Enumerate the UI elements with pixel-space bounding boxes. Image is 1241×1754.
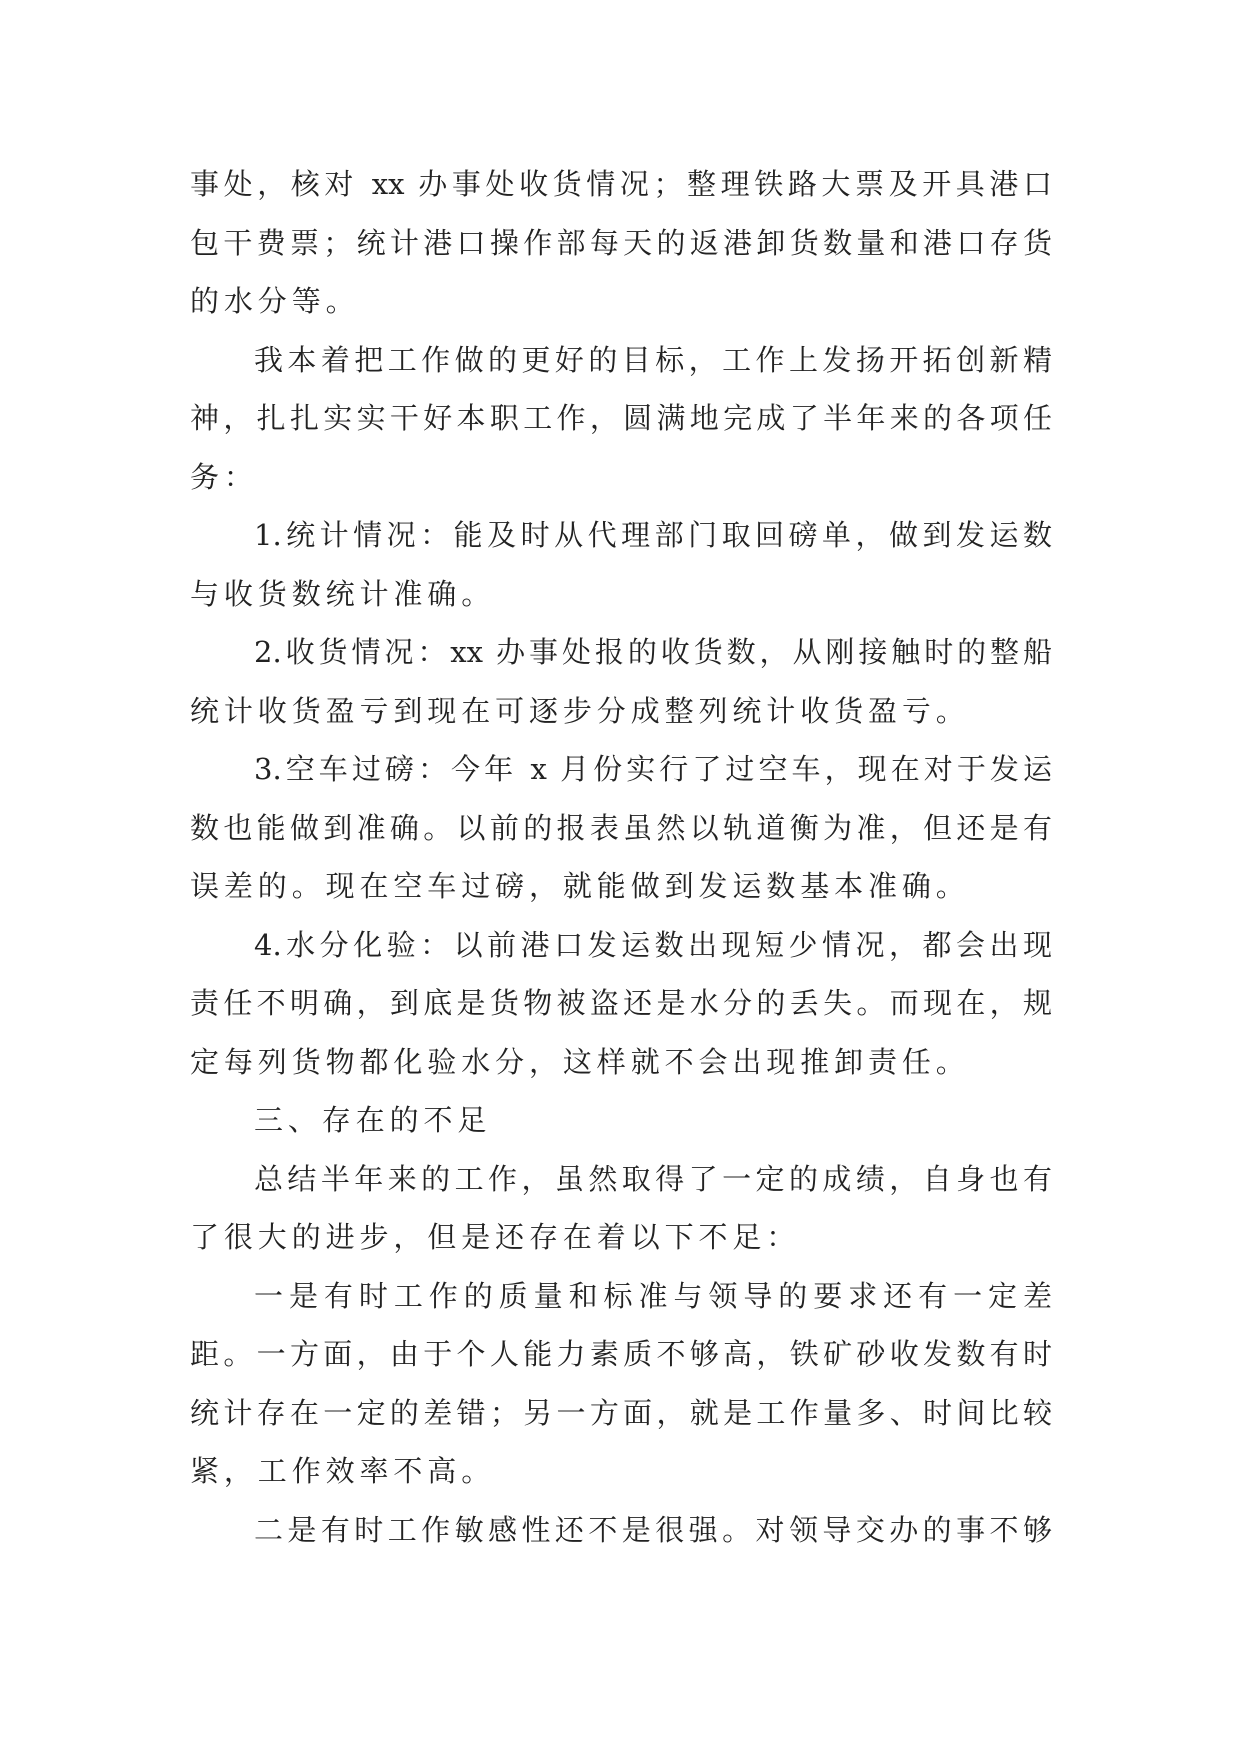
text-line: 数也能做到准确。以前的报表虽然以轨道衡为准，但还是有 [190, 810, 1052, 845]
text-line: 务： [190, 459, 258, 494]
text-line: 4.水分化验：以前港口发运数出现短少情况，都会出现 [254, 927, 1052, 962]
text-line: 定每列货物都化验水分，这样就不会出现推卸责任。 [190, 1044, 970, 1079]
text-line: 二是有时工作敏感性还不是很强。对领导交办的事不够 [254, 1512, 1052, 1547]
text-line: 了很大的进步，但是还存在着以下不足： [190, 1220, 801, 1254]
text-line: 包干费票；统计港口操作部每天的返港卸货数量和港口存货 [190, 225, 1052, 260]
text-line: 误差的。现在空车过磅，就能做到发运数基本准确。 [190, 869, 970, 903]
text-line: 三、存在的不足 [254, 1103, 492, 1137]
text-line: 1.统计情况：能及时从代理部门取回磅单，做到发运数 [254, 518, 1052, 552]
text-line: 统计收货盈亏到现在可逐步分成整列统计收货盈亏。 [190, 693, 970, 728]
text-line: 2.收货情况：xx 办事处报的收货数，从刚接触时的整船 [254, 635, 1052, 669]
text-line: 我本着把工作做的更好的目标，工作上发扬开拓创新精 [254, 342, 1052, 377]
text-line: 事处，核对 xx 办事处收货情况；整理铁路大票及开具港口 [190, 167, 1052, 201]
text-line: 的水分等。 [190, 284, 360, 318]
text-line: 3.空车过磅：今年 x 月份实行了过空车，现在对于发运 [254, 752, 1052, 786]
text-line: 距。一方面，由于个人能力素质不够高，铁矿砂收发数有时 [190, 1337, 1052, 1371]
text-line: 神，扎扎实实干好本职工作，圆满地完成了半年来的各项任 [190, 401, 1052, 435]
text-line: 与收货数统计准确。 [190, 576, 496, 611]
document-body [190, 155, 1052, 1559]
text-line: 紧，工作效率不高。 [190, 1454, 496, 1488]
text-line: 责任不明确，到底是货物被盗还是水分的丢失。而现在，规 [190, 986, 1052, 1020]
text-line: 一是有时工作的质量和标准与领导的要求还有一定差 [254, 1278, 1052, 1313]
text-line: 总结半年来的工作，虽然取得了一定的成绩，自身也有 [254, 1161, 1052, 1196]
text-line: 统计存在一定的差错；另一方面，就是工作量多、时间比较 [190, 1395, 1052, 1430]
